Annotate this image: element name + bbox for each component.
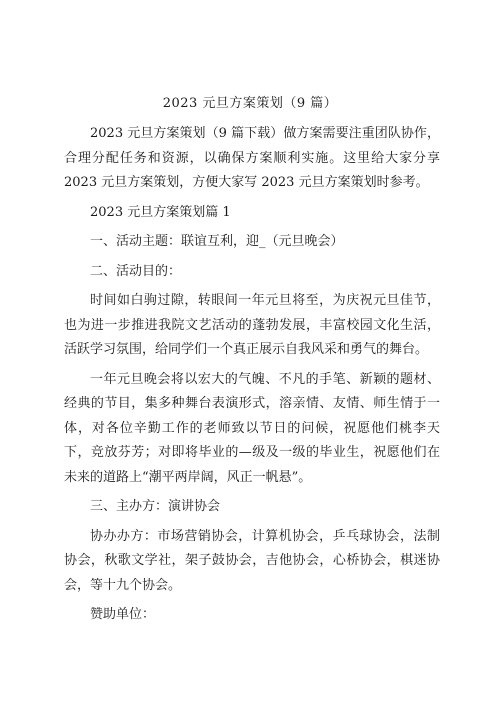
intro-paragraph: 2023 元旦方案策划（9 篇下载）做方案需要注重团队协作，合理分配任务和资源，以确保方案顺利实施。这里给大家分享 2023 元旦方案策划，方便大家写 2023 元旦方案策划时参考。: [64, 126, 440, 190]
organizer-line: 三、主办方：演讲协会: [90, 499, 221, 514]
document-body: [64, 122, 440, 633]
activity-purpose-heading: 二、活动目的：: [90, 263, 182, 279]
purpose-paragraph: 时间如白驹过隙，转眼间一年元旦将至，为庆祝元旦佳节，也为进一步推进我院文艺活动的蓬勃发展，丰富校园文化生活，活跃学习氛围，给同学们一个真正展示自我风采和勇气的舞台。: [64, 293, 440, 357]
co-organizers-paragraph: 协办办方：市场营销协会，计算机协会，乒乓球协会，法制协会，秋歌文学社，架子鼓协会，吉他协会，心桥协会，棋迷协会，等十九个协会。: [64, 528, 440, 593]
document-title: 2023 元旦方案策划（9 篇）: [162, 96, 338, 111]
gala-paragraph: 一年元旦晚会将以宏大的气魄、不凡的手笔、新颖的题材、经典的节目，集多种舞台表演形式，溶亲情、友情、师生情于一体，对各位辛勤工作的老师致以节日的问候，祝愿他们桃李天下，竞放芬芳；对即将毕业的—级及一级的毕业生，祝愿他们在未来的道路上“潮平两岸阔，风正一帆悬”。: [64, 371, 440, 485]
sponsor-line: 赞助单位：: [90, 607, 156, 622]
activity-theme: 一、活动主题：联谊互利，迎_（元旦晚会）: [90, 234, 344, 249]
section-heading: 2023 元旦方案策划篇 1: [90, 204, 231, 220]
